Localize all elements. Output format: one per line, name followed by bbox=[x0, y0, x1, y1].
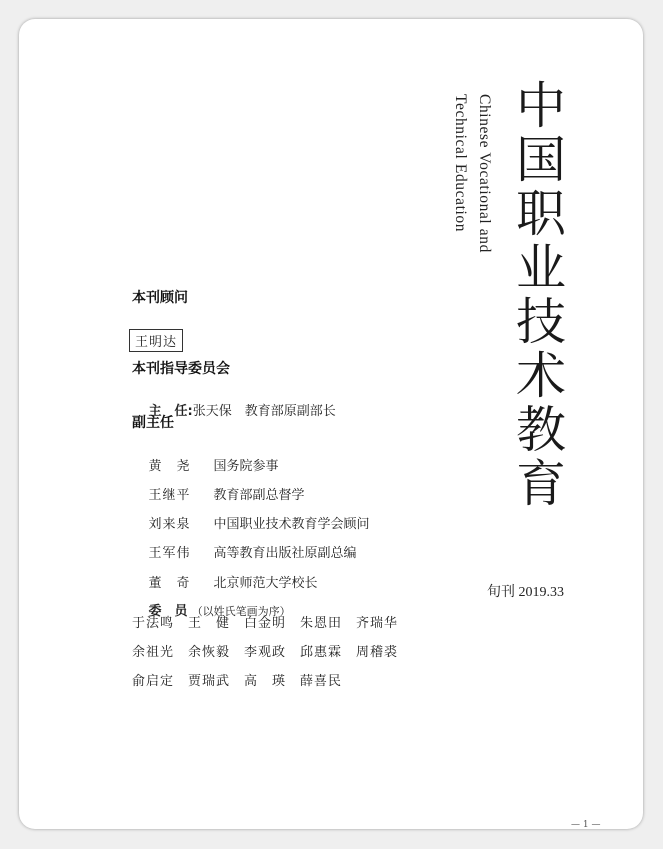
vice-director-title: 北京师范大学校长 bbox=[213, 576, 318, 591]
vice-director-heading: 副主任 bbox=[132, 415, 174, 431]
vice-director-name: 刘来泉 bbox=[148, 517, 191, 532]
vice-director-title: 高等教育出版社原副总编 bbox=[213, 546, 357, 561]
journal-title-en-line1: Chinese Vocational and bbox=[476, 94, 493, 253]
members-line: 余祖光 余恢毅 李观政 邱惠霖 周稽裘 bbox=[132, 645, 399, 660]
journal-page bbox=[19, 19, 643, 829]
members-label: 委 员 bbox=[148, 604, 188, 619]
journal-title-cn: 中国职业技术教育 bbox=[516, 77, 566, 513]
vice-director-name: 王继平 bbox=[148, 488, 191, 503]
advisor-heading: 本刊顾问 bbox=[132, 290, 188, 306]
journal-title-en-line2: Technical Education bbox=[452, 94, 469, 233]
vice-director-title: 教育部副总督学 bbox=[213, 488, 305, 503]
members-note: （以姓氏笔画为序） bbox=[191, 605, 291, 618]
vice-director-name: 王军伟 bbox=[148, 546, 191, 561]
director-title: 教育部原副部长 bbox=[244, 404, 336, 419]
members-line: 于法鸣 王 健 白金明 朱恩田 齐瑞华 bbox=[132, 616, 399, 631]
page-number: — 1 — bbox=[571, 820, 601, 830]
committee-heading: 本刊指导委员会 bbox=[132, 361, 230, 377]
advisor-name: 王明达 bbox=[129, 329, 183, 352]
vice-director-title: 中国职业技术教育学会顾问 bbox=[213, 517, 370, 532]
vice-director-name: 黄 尧 bbox=[148, 459, 191, 474]
vice-director-name: 董 奇 bbox=[148, 576, 191, 591]
members-line: 俞启定 贾瑞武 高 瑛 薛喜民 bbox=[132, 674, 343, 689]
journal-title-block bbox=[511, 79, 571, 511]
issue-label: 旬刊 2019.33 bbox=[487, 585, 564, 600]
director-name: 张天保 bbox=[192, 404, 232, 419]
director-label: 主 任: bbox=[148, 404, 193, 419]
vice-director-title: 国务院参事 bbox=[213, 459, 279, 474]
